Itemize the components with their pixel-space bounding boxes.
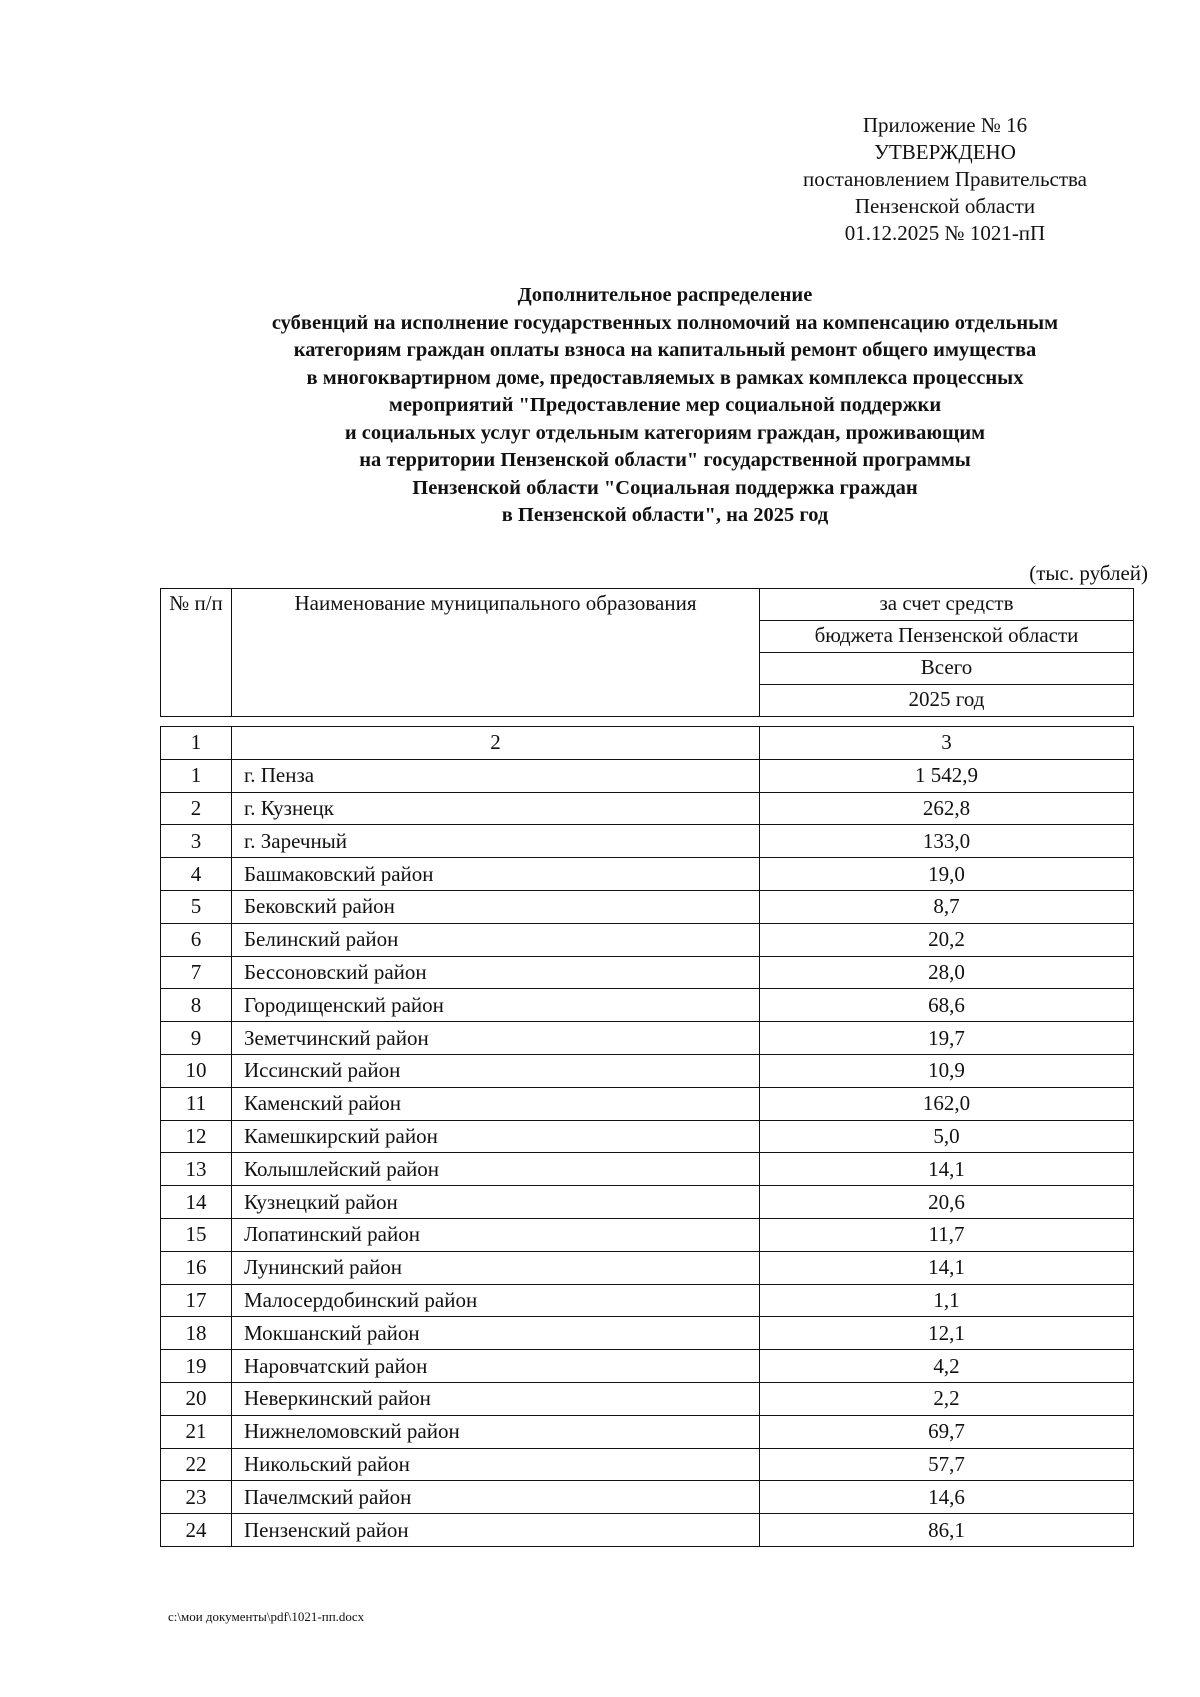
header-name: Наименование муниципального образования	[232, 589, 760, 717]
row-municipality: Мокшанский район	[232, 1317, 760, 1350]
title-line: на территории Пензенской области" государственной программы	[359, 449, 971, 471]
row-number: 8	[161, 989, 232, 1022]
row-amount: 20,2	[760, 923, 1134, 956]
column-number-3: 3	[760, 727, 1134, 760]
row-municipality: г. Заречный	[232, 825, 760, 858]
row-amount: 8,7	[760, 890, 1134, 923]
row-number: 22	[161, 1448, 232, 1481]
title-line: мероприятий "Предоставление мер социальной поддержки	[388, 394, 942, 416]
row-number: 13	[161, 1153, 232, 1186]
row-amount: 11,7	[760, 1218, 1134, 1251]
row-municipality: Камешкирский район	[232, 1120, 760, 1153]
table-row	[161, 1350, 1134, 1383]
header-budget: бюджета Пензенской области	[760, 621, 1134, 653]
row-municipality: Бессоновский район	[232, 956, 760, 989]
row-number: 11	[161, 1087, 232, 1120]
row-number: 9	[161, 1022, 232, 1055]
table-row	[161, 890, 1134, 923]
row-number: 15	[161, 1218, 232, 1251]
header-number: № п/п	[161, 589, 232, 717]
table-row	[161, 1514, 1134, 1547]
row-amount: 19,0	[760, 858, 1134, 891]
row-amount: 5,0	[760, 1120, 1134, 1153]
table-row	[161, 1054, 1134, 1087]
row-municipality: Пачелмский район	[232, 1481, 760, 1514]
row-amount: 2,2	[760, 1382, 1134, 1415]
row-number: 23	[161, 1481, 232, 1514]
title-line: Пензенской области "Социальная поддержка граждан	[412, 476, 918, 499]
table-row	[161, 1087, 1134, 1120]
document-title	[130, 282, 1200, 530]
row-municipality: г. Пенза	[232, 759, 760, 792]
table-row	[161, 1284, 1134, 1317]
header-year: 2025 год	[760, 685, 1134, 717]
header-funding-source: за счет средств	[760, 589, 1134, 621]
row-amount: 133,0	[760, 825, 1134, 858]
title-line: Дополнительное распределение	[517, 284, 813, 306]
row-municipality: Иссинский район	[232, 1054, 760, 1087]
row-number: 3	[161, 825, 232, 858]
row-amount: 57,7	[760, 1448, 1134, 1481]
units-label: (тыс. рублей)	[1029, 561, 1148, 585]
table-row	[161, 1382, 1134, 1415]
row-amount: 10,9	[760, 1054, 1134, 1087]
table-row	[161, 759, 1134, 792]
row-number: 16	[161, 1251, 232, 1284]
title-line: субвенций на исполнение государственных полномочий на компенсацию отдельным	[271, 311, 1059, 334]
column-numbers-row	[161, 727, 1134, 760]
row-amount: 69,7	[760, 1415, 1134, 1448]
row-municipality: Лунинский район	[232, 1251, 760, 1284]
table-row	[161, 923, 1134, 956]
row-number: 6	[161, 923, 232, 956]
approval-block	[760, 112, 1130, 247]
table-row	[161, 1120, 1134, 1153]
row-number: 4	[161, 858, 232, 891]
header-total: Всего	[760, 653, 1134, 685]
row-municipality: Башмаковский район	[232, 858, 760, 891]
row-municipality: Городищенский район	[232, 989, 760, 1022]
row-municipality: Неверкинский район	[232, 1382, 760, 1415]
table-row	[161, 1218, 1134, 1251]
row-municipality: Кузнецкий район	[232, 1186, 760, 1219]
title-line: категориям граждан оплаты взноса на капитальный ремонт общего имущества	[293, 339, 1037, 361]
row-number: 10	[161, 1054, 232, 1087]
table-row	[161, 1415, 1134, 1448]
row-amount: 162,0	[760, 1087, 1134, 1120]
table-row	[161, 1481, 1134, 1514]
row-municipality: Земетчинский район	[232, 1022, 760, 1055]
row-amount: 14,1	[760, 1153, 1134, 1186]
row-municipality: Малосердобинский район	[232, 1284, 760, 1317]
table-row	[161, 1251, 1134, 1284]
row-municipality: Каменский район	[232, 1087, 760, 1120]
table-row	[161, 989, 1134, 1022]
approved-by: постановлением Правительства	[802, 167, 1087, 191]
row-number: 7	[161, 956, 232, 989]
row-number: 1	[161, 759, 232, 792]
column-number-2: 2	[232, 727, 760, 760]
row-amount: 12,1	[760, 1317, 1134, 1350]
row-amount: 4,2	[760, 1350, 1134, 1383]
row-municipality: г. Кузнецк	[232, 792, 760, 825]
column-number-1: 1	[161, 727, 232, 760]
row-number: 18	[161, 1317, 232, 1350]
title-line: и социальных услуг отдельным категориям граждан, проживающим	[344, 421, 986, 444]
row-amount: 86,1	[760, 1514, 1134, 1547]
table-row	[161, 1153, 1134, 1186]
row-number: 2	[161, 792, 232, 825]
table-row	[161, 858, 1134, 891]
table-row	[161, 1317, 1134, 1350]
row-number: 17	[161, 1284, 232, 1317]
title-line: в Пензенской области", на 2025 год	[501, 504, 829, 526]
file-path-footer: c:\мои документы\pdf\1021-пп.docx	[168, 1609, 365, 1624]
row-municipality: Белинский район	[232, 923, 760, 956]
table-row	[161, 825, 1134, 858]
title-line: в многоквартирном доме, предоставляемых в рамках комплекса процессных	[306, 366, 1024, 389]
row-amount: 19,7	[760, 1022, 1134, 1055]
table-header	[160, 588, 1134, 717]
row-amount: 262,8	[760, 792, 1134, 825]
table-row	[161, 956, 1134, 989]
table-row	[161, 1448, 1134, 1481]
row-municipality: Никольский район	[232, 1448, 760, 1481]
row-number: 14	[161, 1186, 232, 1219]
row-amount: 1 542,9	[760, 759, 1134, 792]
row-number: 24	[161, 1514, 232, 1547]
row-municipality: Нижнеломовский район	[232, 1415, 760, 1448]
row-number: 5	[161, 890, 232, 923]
row-number: 19	[161, 1350, 232, 1383]
row-municipality: Колышлейский район	[232, 1153, 760, 1186]
resolution-date-number: 01.12.2025 № 1021-пП	[844, 221, 1046, 245]
data-table	[160, 726, 1134, 1547]
appendix-number: Приложение № 16	[862, 113, 1028, 137]
table-row	[161, 792, 1134, 825]
row-municipality: Пензенский район	[232, 1514, 760, 1547]
row-amount: 1,1	[760, 1284, 1134, 1317]
row-municipality: Наровчатский район	[232, 1350, 760, 1383]
row-municipality: Лопатинский район	[232, 1218, 760, 1251]
row-amount: 28,0	[760, 956, 1134, 989]
approved-label: УТВЕРЖДЕНО	[874, 140, 1016, 164]
table-row	[161, 1022, 1134, 1055]
approved-by-region: Пензенской области	[854, 194, 1036, 218]
row-amount: 14,1	[760, 1251, 1134, 1284]
row-amount: 14,6	[760, 1481, 1134, 1514]
row-number: 12	[161, 1120, 232, 1153]
row-number: 20	[161, 1382, 232, 1415]
row-municipality: Бековский район	[232, 890, 760, 923]
row-amount: 68,6	[760, 989, 1134, 1022]
row-amount: 20,6	[760, 1186, 1134, 1219]
row-number: 21	[161, 1415, 232, 1448]
table-row	[161, 1186, 1134, 1219]
